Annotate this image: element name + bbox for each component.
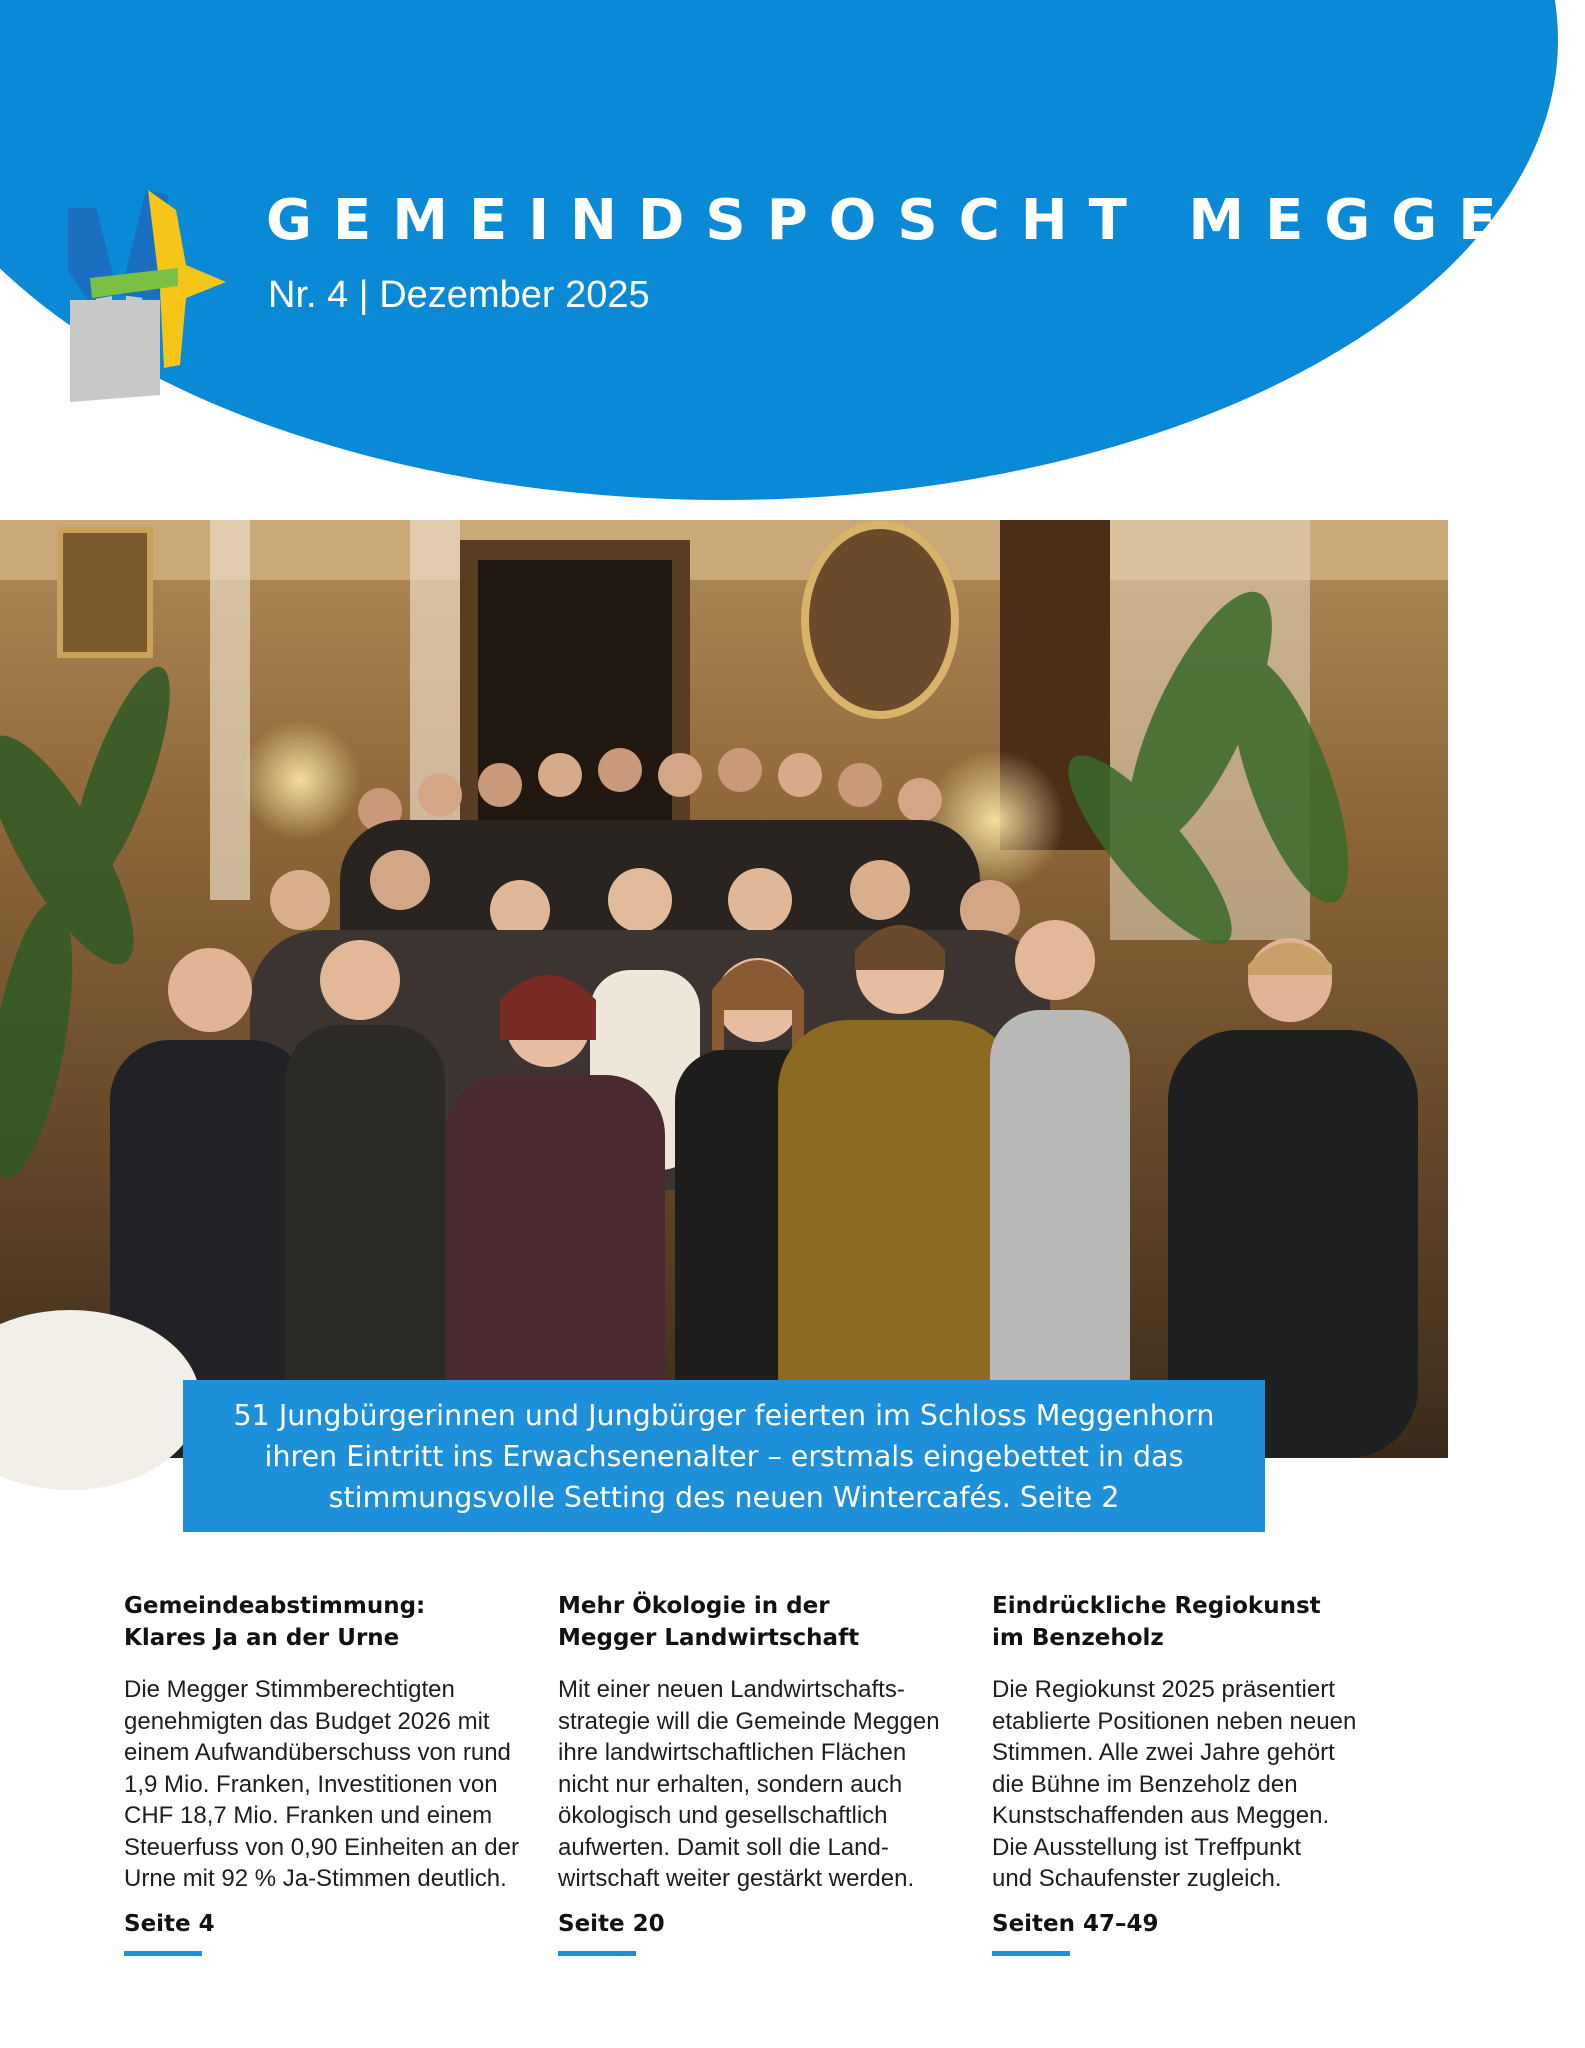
- wall-painting: [60, 530, 150, 655]
- caption-line: 51 Jungbürgerinnen und Jungbürger feierten im Schloss Meggenhorn: [233, 1398, 1215, 1432]
- portrait-painting: [805, 525, 955, 715]
- teaser-regiokunst[interactable]: [992, 1590, 1407, 1956]
- teaser-body: Mit einer neuen Landwirtschafts- strategie will die Gemeinde Meggen ihre landwirtschaftlichen Flächen nicht nur erhalten, sondern auch ökologisch und gesellschaftlich aufwerten. Damit soll die Land- wirtschaft weiter gestärkt werden.: [558, 1676, 940, 1892]
- teaser-page-link[interactable]: Seite 4: [124, 1910, 215, 1937]
- curtain-left: [210, 520, 250, 900]
- caption-line: ihren Eintritt ins Erwachsenenalter – erstmals eingebettet in das: [264, 1439, 1184, 1473]
- teaser-underline: [992, 1951, 1070, 1956]
- magazine-title: GEMEINDSPOSCHT MEGGEN: [266, 188, 1585, 253]
- doorway: [478, 560, 672, 860]
- teaser-body: Die Regiokunst 2025 präsentiert etablierte Positionen neben neuen Stimmen. Alle zwei Jahre gehört die Bühne im Benzeholz den Kunstschaffenden aus Meggen. Die Ausstellung ist Treffpunkt und Schaufenster zugleich.: [992, 1676, 1357, 1892]
- cover-photo-illustration: [0, 520, 1448, 1458]
- caption-line: stimmungsvolle Setting des neuen Wintercafés. Seite 2: [328, 1480, 1120, 1514]
- teaser-underline: [124, 1951, 202, 1956]
- logo-grey-tower: [70, 288, 160, 402]
- teaser-page-link[interactable]: Seiten 47–49: [992, 1910, 1159, 1937]
- teaser-body: Die Megger Stimmberechtigten genehmigten das Budget 2026 mit einem Aufwandüberschuss von rund 1,9 Mio. Franken, Investitionen von CHF 18,7 Mio. Franken und einem Steuerfuss von 0,90 Einheiten an der Urne mit 92 % Ja-Stimmen deutlich.: [124, 1676, 519, 1892]
- cover-caption: [183, 1380, 1265, 1532]
- teaser-underline: [558, 1951, 636, 1956]
- teaser-gemeindeabstimmung[interactable]: [124, 1590, 539, 1956]
- meggen-logo: [68, 190, 228, 405]
- cover-photo: [0, 520, 1448, 1458]
- teaser-title: Gemeindeabstimmung: Klares Ja an der Urne: [124, 1593, 426, 1651]
- teaser-title: Mehr Ökologie in der Megger Landwirtschaft: [558, 1593, 860, 1651]
- teaser-landwirtschaft[interactable]: [558, 1590, 973, 1956]
- issue-number: Nr. 4 | Dezember 2025: [268, 274, 650, 316]
- teaser-page-link[interactable]: Seite 20: [558, 1910, 665, 1937]
- teaser-title: Eindrückliche Regiokunst im Benzeholz: [992, 1593, 1321, 1651]
